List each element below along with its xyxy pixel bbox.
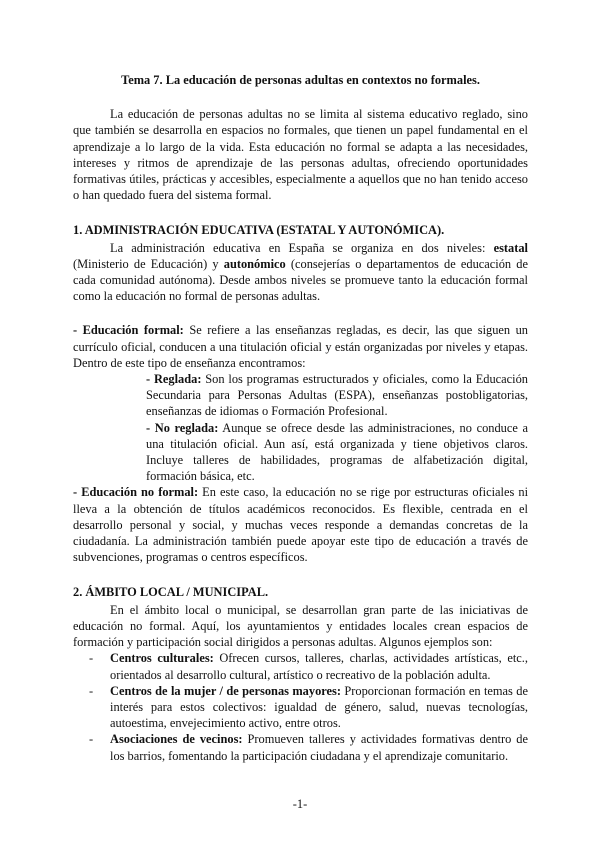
paragraph-gap	[73, 304, 528, 322]
bullet-marker: -	[89, 732, 94, 747]
section-1-bold-estatal: estatal	[493, 240, 528, 255]
no-reglada-text: Aunque se ofrece desde las administraciones, no conduce a una titulación oficial. Aun así, está organizada y tiene objetivos claros. Incluye talleres de habilidades, programas de alfabetización digital, formación básica, etc.	[146, 420, 528, 484]
list-item-text: Ofrecen cursos, talleres, charlas, actividades artísticas, etc., orientados al desarrollo cultural, artístico o recreativo de la población adulta.	[110, 651, 528, 682]
section-1-text-b: (Ministerio de Educación) y	[73, 256, 224, 271]
list-item-label: Centros culturales:	[110, 651, 214, 666]
list-item-asociaciones-vecinos	[73, 731, 528, 763]
page-number: -1-	[292, 797, 308, 811]
section-1-heading: 1. ADMINISTRACIÓN EDUCATIVA (ESTATAL Y AUTONÓMICA).	[73, 223, 445, 238]
intro-paragraph: La educación de personas adultas no se limita al sistema educativo reglado, sino que también se desarrolla en espacios no formales, que tienen un papel fundamental en el aprendizaje a lo largo de la vida. Esta educación no formal se adapta a las necesidades, intereses y ritmos de aprendizaje de las personas adultas, ofreciendo oportunidades formativas útiles, prácticas y accesibles, especialmente a aquellos que no han tenido acceso o han quedado fuera del sistema formal.	[73, 107, 528, 203]
list-item-centros-mujer-mayores	[73, 683, 528, 732]
section-2-intro: En el ámbito local o municipal, se desarrollan gran parte de las iniciativas de educación no formal. Aquí, los ayuntamientos y entidades locales crean espacios de formación y participación social dirigidos a personas adultas. Algunos ejemplos son:	[73, 602, 528, 650]
formal-education-label: - Educación formal:	[73, 323, 184, 338]
local-examples-list	[73, 650, 528, 763]
section-1-bold-autonomico: autonómico	[223, 256, 286, 271]
non-formal-education-text: En este caso, la educación no se rige por estructuras oficiales ni lleva a la obtención de títulos académicos reconocidos. Es flexible, centrada en el desarrollo personal y social, y muchas veces responde a demandas concretas de la ciudadanía. La administración también puede apoyar este tipo de educación a través de subvenciones, programas o centros específicos.	[73, 485, 529, 565]
formal-education-sublist	[146, 371, 528, 484]
section-1-paragraph	[73, 240, 528, 305]
no-reglada-item	[146, 420, 528, 485]
list-item-centros-culturales	[73, 650, 528, 682]
document-title: Tema 7. La educación de personas adultas en contextos no formales.	[121, 73, 480, 87]
list-item-label: Centros de la mujer / de personas mayores:	[110, 683, 341, 698]
list-item-text: Proporcionan formación en temas de interés para estos colectivos: igualdad de género, salud, nuevas tecnologías, autoestima, envejecimiento activo, entre otros.	[110, 683, 528, 731]
bullet-marker: -	[89, 683, 94, 698]
reglada-label: - Reglada:	[146, 372, 202, 387]
no-reglada-label: - No reglada:	[146, 420, 219, 435]
list-item-text: Promueven talleres y actividades formativas dentro de los barrios, fomentando la participación ciudadana y el aprendizaje comunitario.	[110, 732, 528, 763]
bullet-marker: -	[89, 651, 94, 666]
section-2-heading: 2. ÁMBITO LOCAL / MUNICIPAL.	[73, 585, 269, 600]
section-1-text-c: (consejerías o departamentos de educación de cada comunidad autónoma). Desde ambos niveles se promueve tanto la educación formal como la educación no formal de personas adultas.	[73, 256, 528, 304]
reglada-text: Son los programas estructurados y oficiales, como la Educación Secundaria para Personas Adultas (ESPA), enseñanzas postobligatorias, enseñanzas de idiomas o Formación Profesional.	[146, 372, 528, 419]
section-1-text-a: La administración educativa en España se organiza en dos niveles:	[110, 240, 494, 255]
list-item-label: Asociaciones de vecinos:	[110, 732, 243, 747]
reglada-item	[146, 371, 528, 420]
page-content	[73, 72, 528, 764]
formal-education-text: Se refiere a las enseñanzas regladas, es decir, las que siguen un currículo oficial, conducen a una titulación oficial y están organizadas por niveles y etapas. Dentro de este tipo de enseñanza encontramos:	[73, 323, 528, 370]
formal-education-paragraph	[73, 322, 528, 371]
non-formal-education-paragraph	[73, 484, 528, 565]
non-formal-education-label: - Educación no formal:	[73, 485, 199, 500]
